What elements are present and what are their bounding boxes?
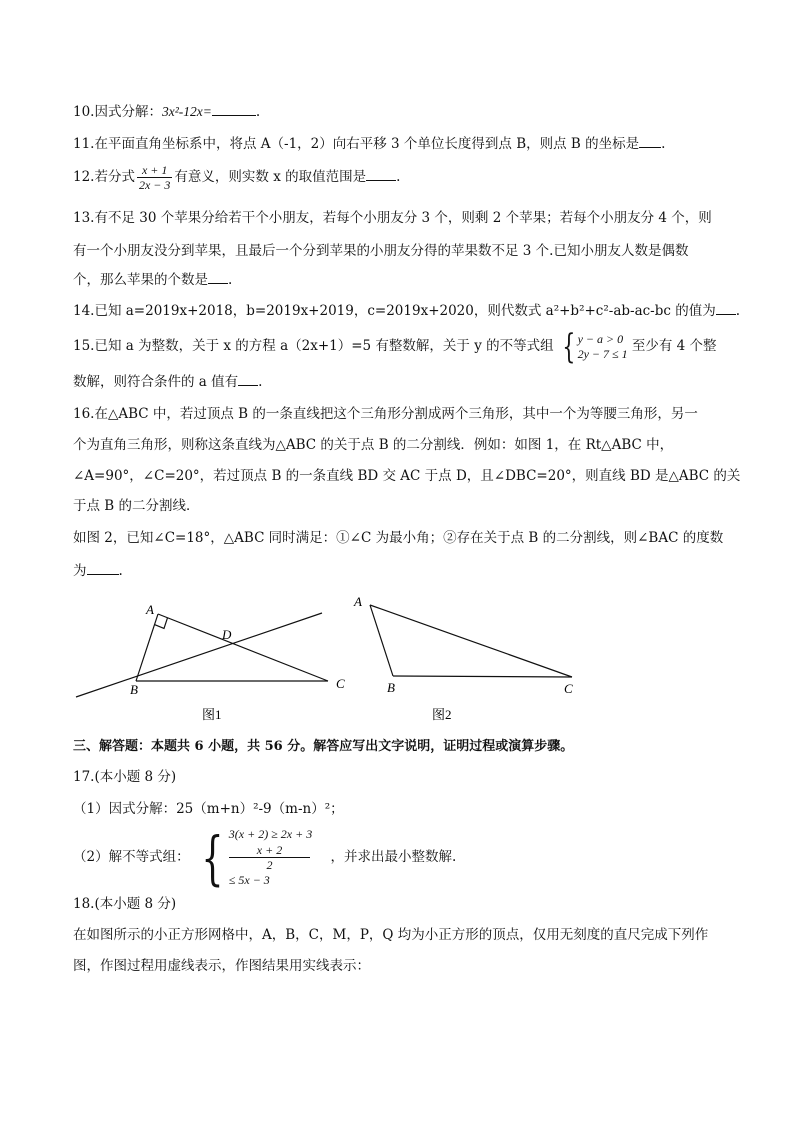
- q18-head: 18.(本小题 8 分): [73, 896, 177, 912]
- q10-lead: 10.因式分解：: [73, 104, 162, 120]
- q17-brace: {: [201, 823, 224, 892]
- q14-text: 14.已知 a=2019x+2018，b=2019x+2019，c=2019x+2020，则代数式 a²+b²+c²-ab-ac-bc 的值为: [73, 303, 716, 319]
- q17-inequality-system: 3(x + 2) ≥ 2x + 3 x + 2 2 ≤ 5x − 3: [228, 827, 313, 887]
- q18-line-1: 在如图所示的小正方形网格中，A，B，C，M，P，Q 均为小正方形的顶点，仅用无刻度的直尺完成下列作: [73, 927, 709, 943]
- q10-answer-blank: [212, 103, 256, 116]
- q15-inequality-system: y − a > 0 2y − 7 ≤ 1: [577, 331, 628, 361]
- q16-line-1: 16.在△ABC 中，若过顶点 B 的一条直线把这个三角形分割成两个三角形，其中一个为等腰三角形，另一: [73, 406, 698, 422]
- fig1-caption: 图1: [202, 707, 222, 722]
- fig2-label-b: B: [387, 680, 395, 695]
- q16-line-2: 个为直角三角形，则称这条直线为△ABC 的关于点 B 的二分割线．例如：如图 1，在 Rt△ABC 中，: [73, 437, 674, 453]
- q15-lead: 15.已知 a 为整数，关于 x 的方程 a（2x+1）=5 有整数解，关于 y 的不等式组: [73, 338, 554, 354]
- question-15: [73, 326, 717, 367]
- q15-line-2: 数解，则符合条件的 a 值有 .: [73, 374, 263, 390]
- q17-part-2: （2）解不等式组： { 3(x + 2) ≥ 2x + 3 x + 2 2 ≤ 5x − 3 ，并求出最小整数解.: [73, 823, 457, 892]
- q16-line-3: ∠A=90°，∠C=20°，若过顶点 B 的一条直线 BD 交 AC 于点 D，且∠DBC=20°，则直线 BD 是△ABC 的关: [73, 468, 741, 484]
- q15-tail: 至少有 4 个整: [631, 338, 717, 354]
- fig2-label-a: A: [354, 594, 362, 609]
- fig1-side-ab: [136, 614, 158, 681]
- q14-answer-blank: [716, 302, 736, 315]
- q12-answer-blank: [366, 168, 396, 181]
- q10-expr: 3x²-12x=: [161, 104, 212, 119]
- q13-answer-blank: [208, 271, 228, 284]
- q16-line-6: 为 .: [73, 563, 123, 579]
- q17-part-1: （1）因式分解：25（m+n）²-9（m-n）²；: [73, 801, 344, 817]
- q16-answer-blank: [87, 562, 119, 575]
- q16-line-5: 如图 2，已知∠C=18°，△ABC 同时满足：①∠C 为最小角；②存在关于点 B 的二分割线，则∠BAC 的度数: [73, 530, 724, 546]
- fig1-line-bd: [76, 613, 322, 697]
- question-14: 14.已知 a=2019x+2018，b=2019x+2019，c=2019x+2020，则代数式 a²+b²+c²-ab-ac-bc 的值为 .: [73, 303, 741, 319]
- fig2-side-ac: [370, 605, 572, 677]
- q11-answer-blank: [639, 135, 661, 148]
- q16-line-4: 于点 B 的二分割线．: [73, 498, 200, 514]
- q15-answer-blank: [238, 373, 258, 386]
- question-10: 10.因式分解：3x²-12x= .: [73, 104, 261, 120]
- fig1-label-a: A: [146, 602, 154, 617]
- q13-line-2: 有一个小朋友没分到苹果，且最后一个分到苹果的小朋友分得的苹果数不足 3 个.已知小朋友人数是偶数: [73, 243, 689, 259]
- fig1-label-d: D: [222, 627, 232, 642]
- q18-line-2: 图，作图过程用虚线表示，作图结果用实线表示：: [73, 958, 370, 974]
- fig2-side-ab: [370, 605, 393, 676]
- question-11: 11.在平面直角坐标系中，将点 A（-1，2）向右平移 3 个单位长度得到点 B，则点 B 的坐标是 .: [73, 136, 666, 152]
- question-12: 12.若分式 $\frac{x + 1}{2x - 3}$ 有意义，则实数 x 的取值范围是 .: [73, 163, 401, 192]
- fig1-label-c: C: [336, 676, 345, 691]
- q15-brace: {: [562, 326, 576, 367]
- figure-1: [70, 596, 350, 726]
- fig1-label-b: B: [130, 682, 138, 697]
- section-3-title: 三、解答题：本题共 6 小题，共 56 分。解答应写出文字说明，证明过程或演算步骤。: [73, 739, 574, 754]
- fig1-side-ac: [158, 614, 328, 681]
- fig2-label-c: C: [564, 681, 573, 696]
- q11-text: 11.在平面直角坐标系中，将点 A（-1，2）向右平移 3 个单位长度得到点 B，则点 B 的坐标是: [73, 136, 640, 152]
- q17-head: 17.(本小题 8 分): [73, 769, 177, 785]
- q13-line-3: 个，那么苹果的个数是 .: [73, 272, 233, 288]
- fig2-caption: 图2: [432, 707, 452, 722]
- q12-text: 有意义，则实数 x 的取值范围是: [174, 169, 367, 185]
- q12-lead: 12.若分式: [73, 169, 135, 185]
- q12-fraction: $\frac{x + 1}{2x - 3}$: [138, 163, 171, 192]
- figure-2: [350, 590, 590, 726]
- fig2-side-bc: [393, 676, 572, 677]
- q13-line-1: 13.有不足 30 个苹果分给若干个小朋友，若每个小朋友分 3 个，则剩 2 个苹果；若每个小朋友分 4 个，则: [73, 210, 712, 226]
